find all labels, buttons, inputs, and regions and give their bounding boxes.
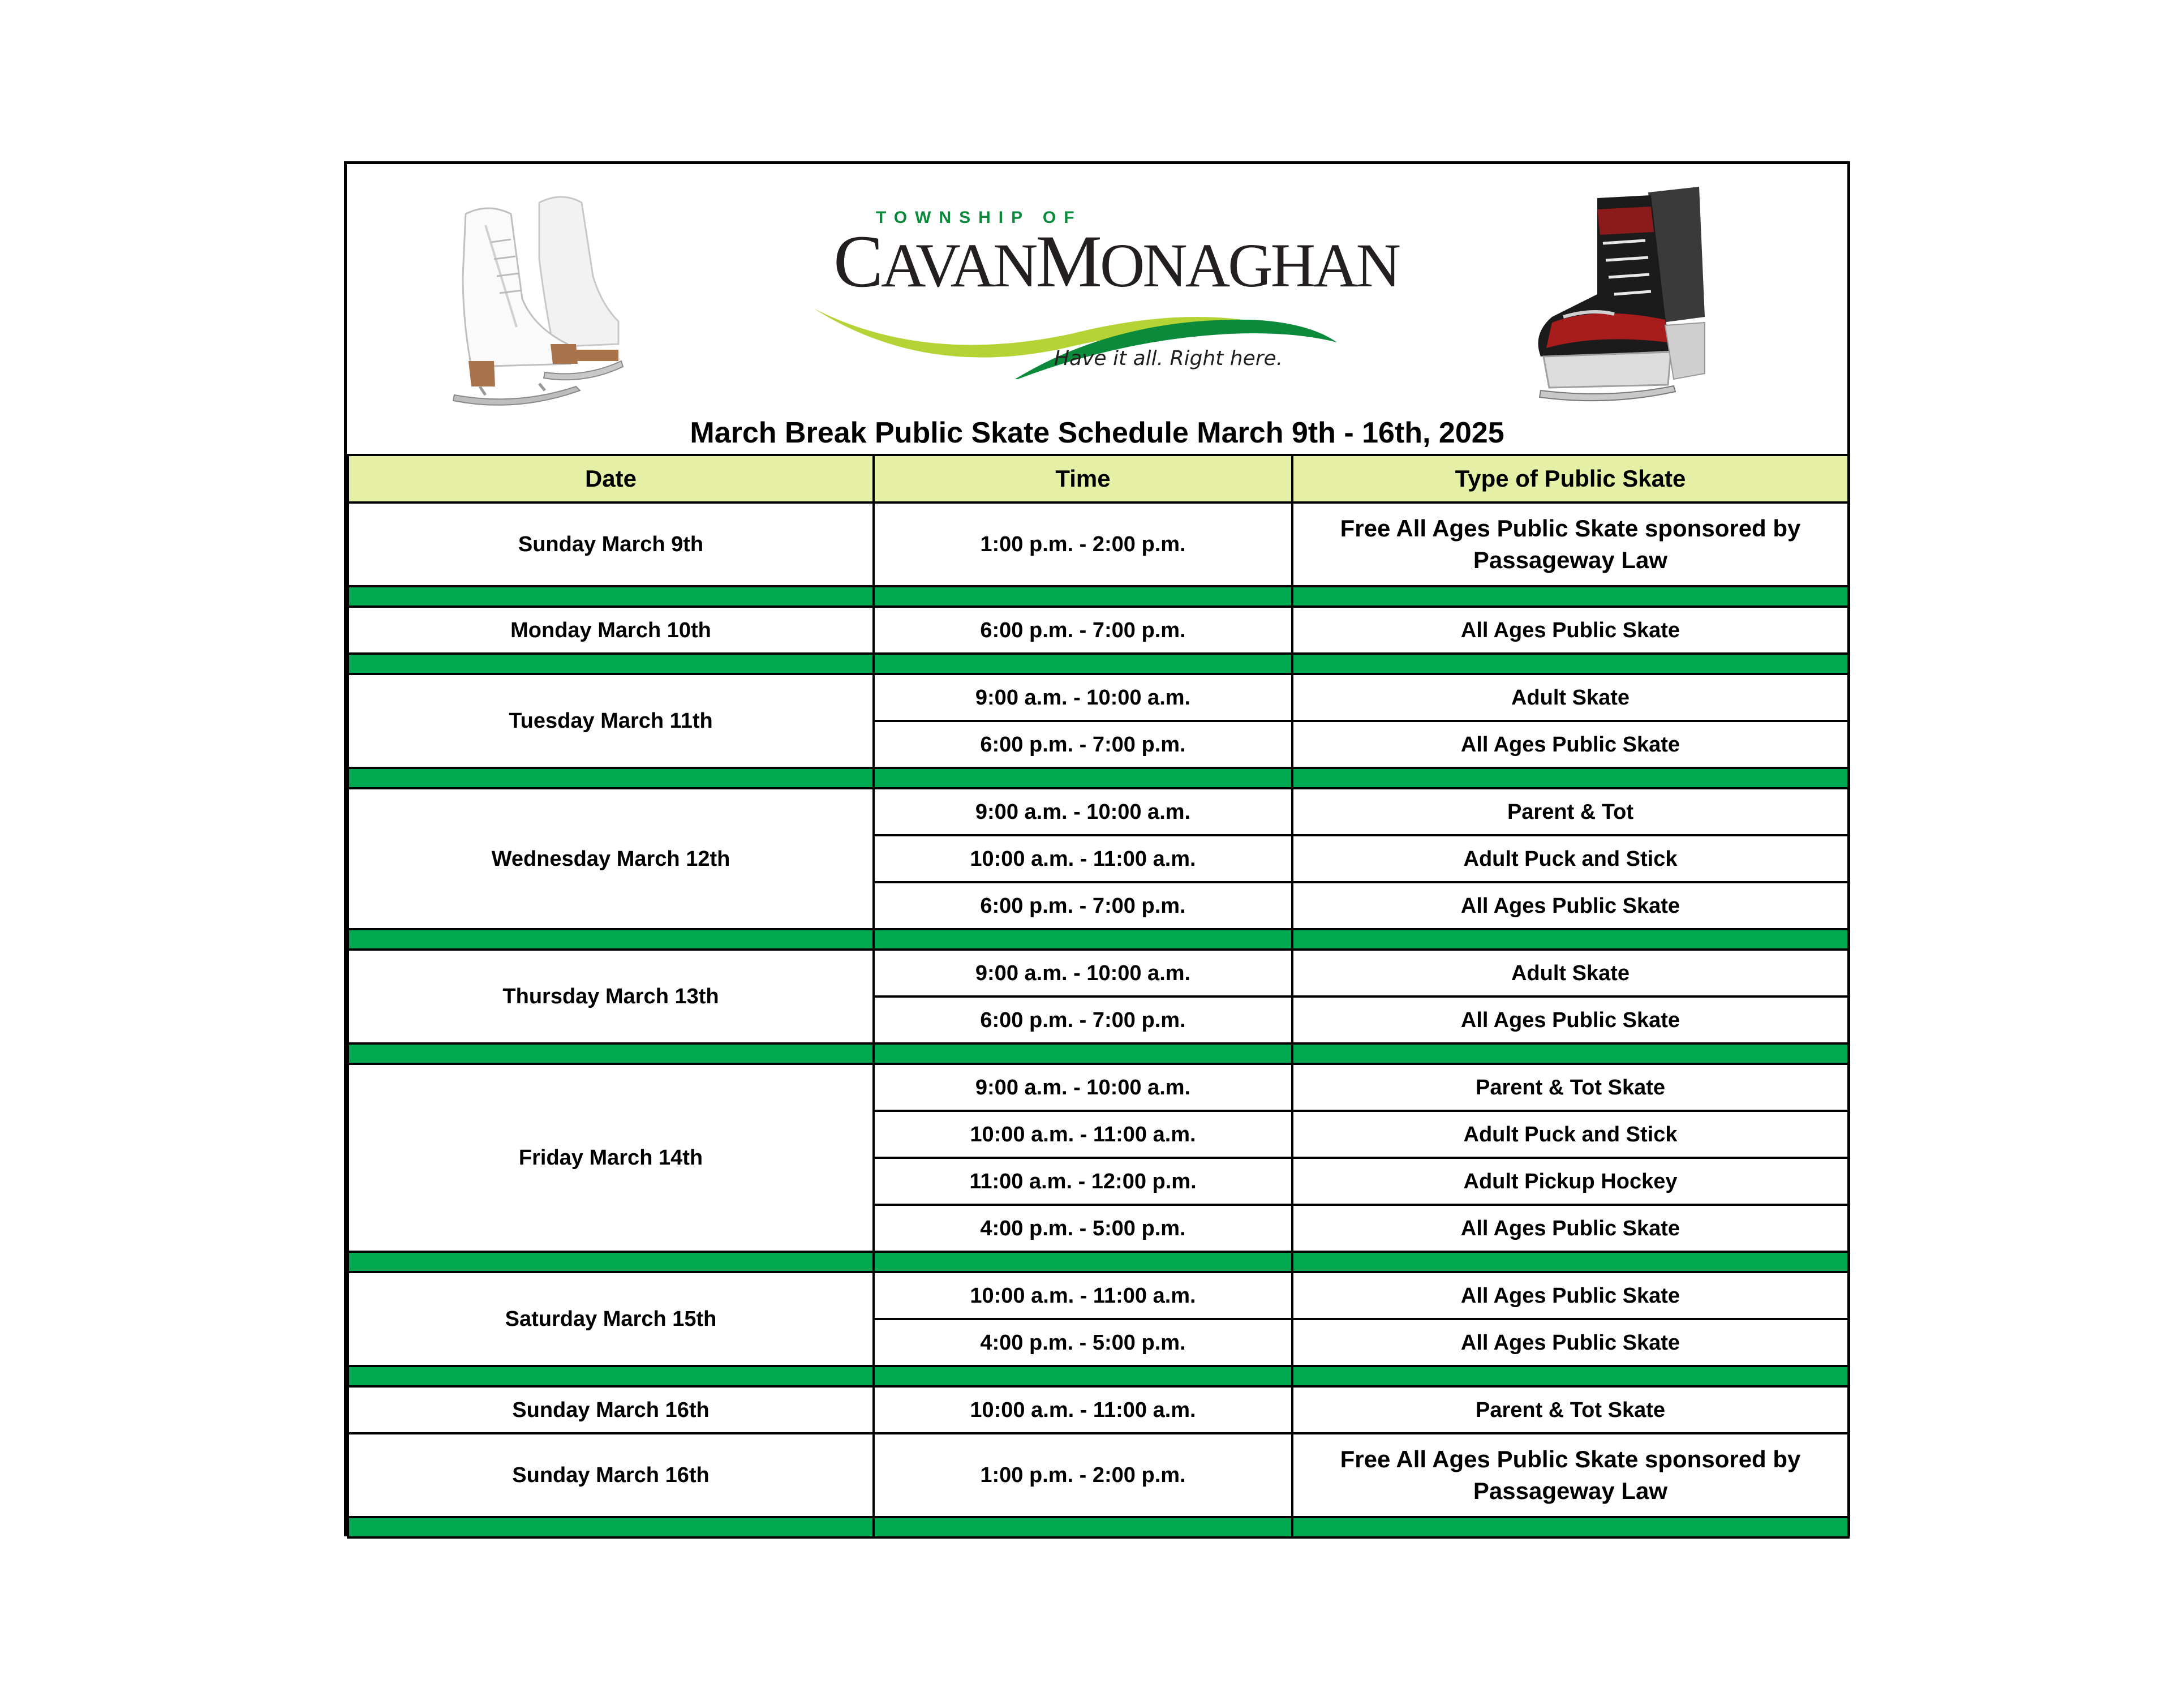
time-cell: 6:00 p.m. - 7:00 p.m. [874,882,1292,929]
date-cell: Friday March 14th [348,1064,874,1252]
table-row [348,607,1848,654]
date-cell: Monday March 10th [348,607,874,654]
column-header-date: Date [348,455,874,502]
separator-row [348,768,1848,788]
separator-row [348,586,1848,607]
table-row [348,1386,1848,1433]
table-row [348,1064,1848,1111]
schedule-sheet [344,161,1850,1536]
date-cell: Tuesday March 11th [348,674,874,768]
time-cell: 9:00 a.m. - 10:00 a.m. [874,1064,1292,1111]
table-row [348,788,1848,835]
type-cell: All Ages Public Skate [1292,1272,1848,1319]
table-header-row [348,455,1848,502]
table-row [348,502,1848,586]
type-cell: Adult Pickup Hockey [1292,1158,1848,1205]
time-cell: 10:00 a.m. - 11:00 a.m. [874,1111,1292,1158]
date-cell: Thursday March 13th [348,950,874,1043]
hockey-skate-icon [1529,187,1722,413]
date-cell: Sunday March 16th [348,1386,874,1433]
column-header-type: Type of Public Skate [1292,455,1848,502]
time-cell: 1:00 p.m. - 2:00 p.m. [874,1433,1292,1517]
type-cell: Adult Puck and Stick [1292,1111,1848,1158]
time-cell: 10:00 a.m. - 11:00 a.m. [874,835,1292,882]
table-row [348,1433,1848,1517]
type-cell: Adult Skate [1292,950,1848,997]
time-cell: 9:00 a.m. - 10:00 a.m. [874,674,1292,721]
type-cell: All Ages Public Skate [1292,1205,1848,1252]
type-cell: All Ages Public Skate [1292,607,1848,654]
type-cell: Adult Skate [1292,674,1848,721]
logo-township-text: TOWNSHIP OF [876,208,1082,227]
type-cell: Adult Puck and Stick [1292,835,1848,882]
figure-skate-icon [432,191,624,412]
time-cell: 6:00 p.m. - 7:00 p.m. [874,997,1292,1043]
table-row [348,674,1848,721]
date-cell: Wednesday March 12th [348,788,874,929]
column-header-time: Time [874,455,1292,502]
time-cell: 1:00 p.m. - 2:00 p.m. [874,502,1292,586]
date-cell: Sunday March 9th [348,502,874,586]
time-cell: 10:00 a.m. - 11:00 a.m. [874,1272,1292,1319]
separator-row [348,1517,1848,1537]
type-cell: All Ages Public Skate [1292,882,1848,929]
table-row [348,1272,1848,1319]
type-cell: All Ages Public Skate [1292,997,1848,1043]
date-cell: Sunday March 16th [348,1433,874,1517]
time-cell: 6:00 p.m. - 7:00 p.m. [874,607,1292,654]
logo-tagline: Have it all. Right here. [1054,347,1283,370]
type-cell: Parent & Tot Skate [1292,1386,1848,1433]
type-cell: Parent & Tot [1292,788,1848,835]
type-cell: Free All Ages Public Skate sponsored by Passageway Law [1292,502,1848,586]
header [347,164,1847,454]
time-cell: 9:00 a.m. - 10:00 a.m. [874,950,1292,997]
separator-row [348,654,1848,674]
schedule-table [347,454,1850,1539]
separator-row [348,1366,1848,1386]
separator-row [348,929,1848,950]
separator-row [348,1043,1848,1064]
time-cell: 9:00 a.m. - 10:00 a.m. [874,788,1292,835]
logo-township-name: CAVANMONAGHAN [833,220,1399,303]
table-row [348,950,1848,997]
time-cell: 6:00 p.m. - 7:00 p.m. [874,721,1292,768]
page-title: March Break Public Skate Schedule March 9th - 16th, 2025 [690,416,1504,449]
township-logo [811,204,1399,379]
separator-row [348,1252,1848,1272]
time-cell: 4:00 p.m. - 5:00 p.m. [874,1319,1292,1366]
type-cell: Free All Ages Public Skate sponsored by Passageway Law [1292,1433,1848,1517]
type-cell: All Ages Public Skate [1292,1319,1848,1366]
date-cell: Saturday March 15th [348,1272,874,1366]
time-cell: 4:00 p.m. - 5:00 p.m. [874,1205,1292,1252]
type-cell: All Ages Public Skate [1292,721,1848,768]
type-cell: Parent & Tot Skate [1292,1064,1848,1111]
time-cell: 11:00 a.m. - 12:00 p.m. [874,1158,1292,1205]
time-cell: 10:00 a.m. - 11:00 a.m. [874,1386,1292,1433]
